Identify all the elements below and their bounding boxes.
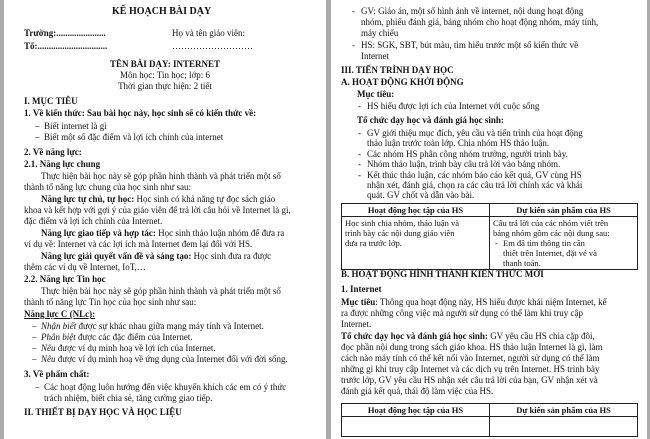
- paragraph-line: khoa và kết hợp với gợi ý của giáo viên để trả lời câu hỏi về Internet là gì,: [24, 205, 291, 215]
- organization-item: - Các nhóm HS phân công nhóm trưởng, người trình bày.: [367, 149, 568, 160]
- self-study-line: Năng lực tự chủ, tự học: Học sinh có khả năng tự đọc sách giáo: [41, 194, 276, 204]
- activity-b-heading: B. HOẠT ĐỘNG HÌNH THÀNH KIẾN THỨC MỚI: [341, 269, 544, 279]
- teacher-field: Họ và tên giáo viên:: [172, 28, 245, 38]
- section-process: III. TIẾN TRÌNH DẠY HỌC: [341, 65, 454, 75]
- organization-item-cont: thảo luận trước toàn lớp. Chia nhóm HS thảo luận.: [367, 138, 550, 148]
- organization-item: - Nhóm thảo luận, trình bày câu trả lời vào bảng nhóm.: [367, 159, 560, 170]
- lesson-subject: Môn học: Tin học; lớp: 6: [119, 70, 211, 80]
- organization-item-cont: nhận xét, đánh giá, chọn ra các câu trả lời chính xác và khái: [367, 180, 583, 190]
- activity-b-table: [341, 403, 638, 437]
- paragraph-line: trước lớp, GV yêu cầu HS nhận xét câu trả lời của bạn, GV nhận xét và: [341, 375, 598, 385]
- communication-line: Năng lực giao tiếp và hợp tác: Học sinh thảo luận nhóm để đưa ra: [41, 228, 285, 238]
- paragraph-line: cách nào máy tính có thể kết nối vào Internet, người sử dụng có thể làm: [341, 353, 600, 363]
- table-header: Hoạt động học tập của HS: [342, 204, 490, 217]
- competency-heading: 2. Về năng lực:: [24, 147, 82, 157]
- paragraph-line: đặc điểm và lợi ích chính của Internet.: [24, 216, 163, 226]
- paragraph-line: đánh giá kết quả, thái độ làm việc của HS.: [341, 386, 494, 396]
- paragraph-line: những gì khi truy cập Internet và các dịch vụ trên Internet. HS trình bày: [341, 364, 600, 374]
- paragraph-line: thêm các ví dụ về Internet, IoT,…: [24, 262, 146, 272]
- objective-label: Mục tiêu:: [357, 89, 395, 99]
- group-field: Tổ:...............................: [24, 41, 108, 51]
- teacher-materials: - GV: Giáo án, một số hình ảnh về internet, nội dung hoạt động: [361, 6, 583, 17]
- organization-line: Tổ chức dạy học và đánh giá học sinh: GV yêu cầu HS chia cặp đôi,: [341, 331, 595, 341]
- quality-heading: 3. Về phẩm chất:: [24, 369, 90, 379]
- knowledge-heading: 1. Về kiến thức: Sau bài học này, học sinh sẽ có kiến thức về:: [24, 108, 257, 118]
- table-cell-activity: Học sinh chia nhóm, thảo luận và trình bày các nội dung giáo viên đưa ra trước lớp.: [342, 217, 490, 270]
- internet-heading: 1. Internet: [341, 284, 382, 294]
- organization-label: Tổ chức dạy học và đánh giá học sinh:: [357, 115, 504, 125]
- quality-item: – Các hoạt động luôn hướng đến việc khuyến khích các em có ý thức: [44, 382, 286, 393]
- student-materials-cont: Internet: [361, 51, 389, 61]
- organization-item: - Kết thúc thảo luận, các nhóm báo cáo kết quả, GV cùng HS: [367, 170, 582, 181]
- paragraph-line: Thực hiện bài học này sẽ góp phần hình thành và phát triển một số: [41, 171, 281, 181]
- paragraph-line: Thực hiện bài học này sẽ góp phần hình thành và phát triển một số: [41, 286, 281, 296]
- general-competency-heading: 2.1. Năng lực chung: [24, 159, 101, 169]
- lesson-duration: Thời gian thực hiện: 2 tiết: [118, 81, 212, 91]
- student-materials: - HS: SGK, SBT, bút màu, tìm hiểu trước một số kiến thức về: [361, 40, 578, 51]
- paragraph-line: Internet.: [341, 319, 372, 329]
- paragraph-line: ví dụ về: Internet và các lợi ích mà Internet đem lại đối với HS.: [24, 239, 253, 249]
- paragraph-line: thành tố năng lực chung của học sinh như sau:: [24, 182, 191, 192]
- plan-title: KẾ HOẠCH BÀI DẠY: [112, 6, 212, 17]
- organization-item-cont: quát. GV chốt và dẫn vào bài.: [367, 190, 475, 200]
- table-cell-product: [490, 417, 638, 437]
- section-equipment: II. THIẾT BỊ DẠY HỌC VÀ HỌC LIỆU: [24, 407, 182, 417]
- paragraph-line: thành tố năng lực Tin học của học sinh như sau:: [24, 297, 197, 307]
- teacher-field-dots: ………………………: [172, 41, 253, 51]
- school-field: Trường:......................: [24, 28, 106, 38]
- problem-solving-line: Năng lực giải quyết vấn đề và sáng tạo: Học sinh đưa ra được: [41, 251, 272, 261]
- teacher-materials-cont: nhóm, phiếu đánh giá, bảng nhóm cho hoạt động nhóm, máy tính,: [361, 17, 599, 27]
- document-page-left: [4, 0, 326, 439]
- objective-item: - HS hiểu được lợi ích của Internet với cuộc sống: [367, 101, 539, 112]
- table-cell-product: Câu trả lời của các nhóm viết trên bảng nhóm gồm các nội dung sau: - Em đã tìm thông tin cần thiết trên Internet, đặt vé và thanh toán.: [490, 217, 638, 270]
- knowledge-item: – Biết một số đặc điểm và lợi ích chính của internet: [44, 132, 223, 143]
- activity-a-table: [341, 203, 638, 270]
- objective-line: Mục tiêu: Thông qua hoạt động này, HS hiểu được khái niệm Internet, kể: [341, 297, 607, 307]
- activity-a-heading: A. HOẠT ĐỘNG KHỞI ĐỘNG: [341, 77, 464, 87]
- section-objectives: I. MỤC TIÊU: [24, 96, 78, 106]
- organization-item: - GV giới thiệu mục đích, yêu cầu và tiến trình của hoạt động: [367, 128, 583, 139]
- lesson-title: TÊN BÀI DẠY: INTERNET: [110, 59, 220, 69]
- teacher-materials-cont: máy chiếu: [361, 28, 399, 38]
- knowledge-item: – Biết internet là gì: [44, 121, 107, 132]
- nlc-item: – Phân biệt được các đặc điểm của Internet.: [41, 332, 193, 343]
- table-header: Dự kiến sản phẩm của HS: [490, 404, 638, 417]
- document-page-right: [331, 0, 647, 439]
- it-competency-heading: 2.2. Năng lực Tin học: [24, 274, 106, 284]
- paragraph-line: ra được những công việc mà người sử dụng có thể làm khi truy cập: [341, 308, 583, 318]
- nlc-heading: Năng lực C (NLc):: [24, 309, 96, 319]
- nlc-item: – Nêu được ví dụ minh hoạ về lợi ích của Internet.: [41, 343, 216, 354]
- nlc-item: – Nhận biết được sự khác nhau giữa mạng máy tính và Internet.: [41, 321, 264, 332]
- nlc-item: – Nêu được ví dụ minh hoạ về ứng dụng của Internet đối với đời sống.: [41, 354, 288, 365]
- paragraph-line: đọc phần nội dung trong sách giáo khoa. HS thảo luận Internet là gì, làm: [341, 342, 603, 352]
- table-header: Hoạt động học tập của HS: [342, 404, 490, 417]
- table-cell-activity: [342, 417, 490, 437]
- quality-item-cont: trách nhiệm, biết chia sẻ, tăng cường giao tiếp.: [44, 393, 213, 403]
- table-header: Dự kiến sản phẩm của HS: [490, 204, 638, 217]
